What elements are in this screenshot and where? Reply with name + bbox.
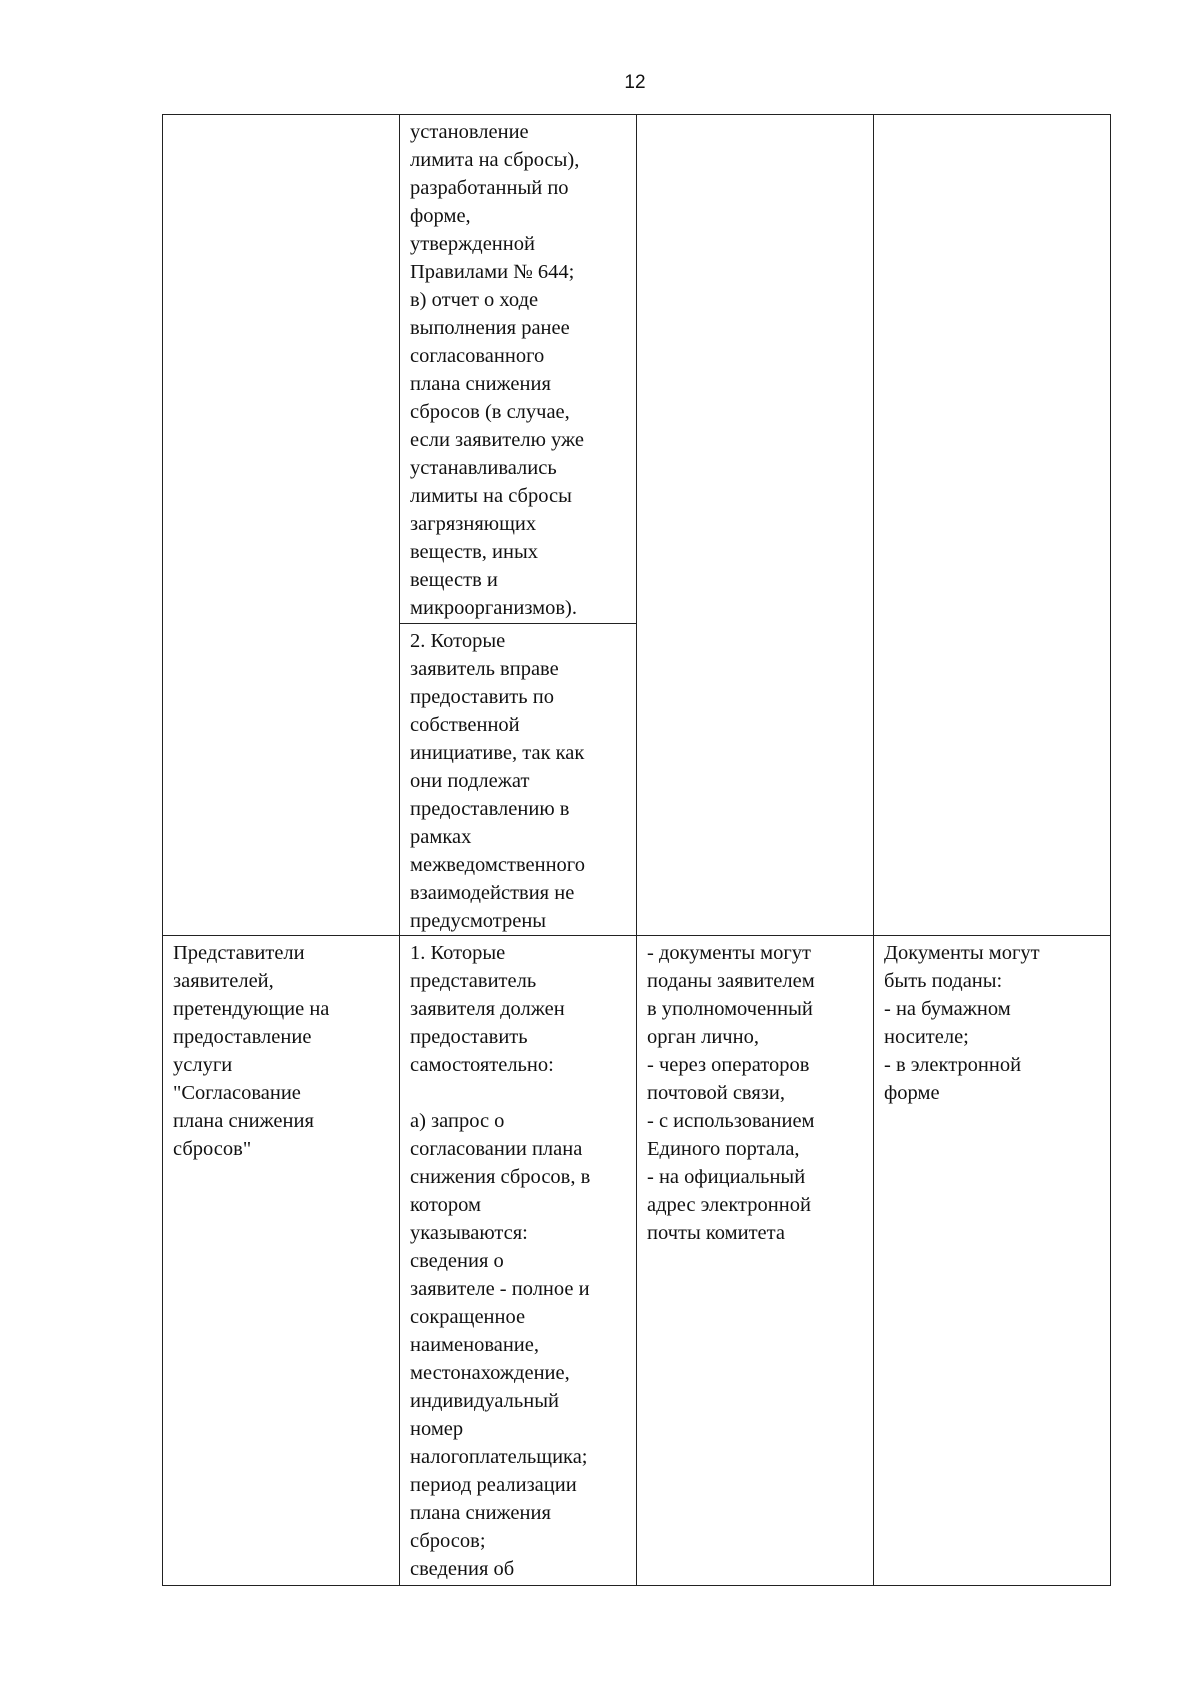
page-number: 12 — [624, 72, 646, 93]
table-cell-r1c2b: 2. Которые заявитель вправе предоставить по собственной инициативе, так как они подлежат предоставлению в рамках межведомственного взаимодействия не предусмотрены — [400, 624, 637, 936]
table-cell-r1c4 — [874, 115, 1111, 936]
table-row — [163, 936, 1111, 1586]
table-cell-r2c3: - документы могут поданы заявителем в уполномоченный орган лично, - через операторов почтовой связи, - с использованием Единого портала, - на официальный адрес электронной почты комитета — [637, 936, 874, 1586]
table-cell-r2c4: Документы могут быть поданы: - на бумажном носителе; - в электронной форме — [874, 936, 1111, 1586]
table-cell-r2c2: 1. Которые представитель заявителя должен предоставить самостоятельно: а) запрос о согласовании плана снижения сбросов, в котором указываются: сведения о заявителе - полное и сокращенное наименование, местонахождение, индивидуальный номер налогоплательщика; период реализации плана снижения сбросов; сведения об — [400, 936, 637, 1586]
table-cell-r1c2a: установление лимита на сбросы), разработанный по форме, утвержденной Правилами № 644; в) отчет о ходе выполнения ранее согласованного плана снижения сбросов (в случае, если заявителю уже устанавливались лимиты на сбросы загрязняющих веществ, иных веществ и микроорганизмов). — [400, 115, 637, 624]
table-cell-r1c3 — [637, 115, 874, 936]
document-table — [162, 114, 1111, 1586]
table-cell-r2c1: Представители заявителей, претендующие на предоставление услуги "Согласование плана снижения сбросов" — [163, 936, 400, 1586]
table-row — [163, 115, 1111, 624]
table-cell-r1c1 — [163, 115, 400, 936]
